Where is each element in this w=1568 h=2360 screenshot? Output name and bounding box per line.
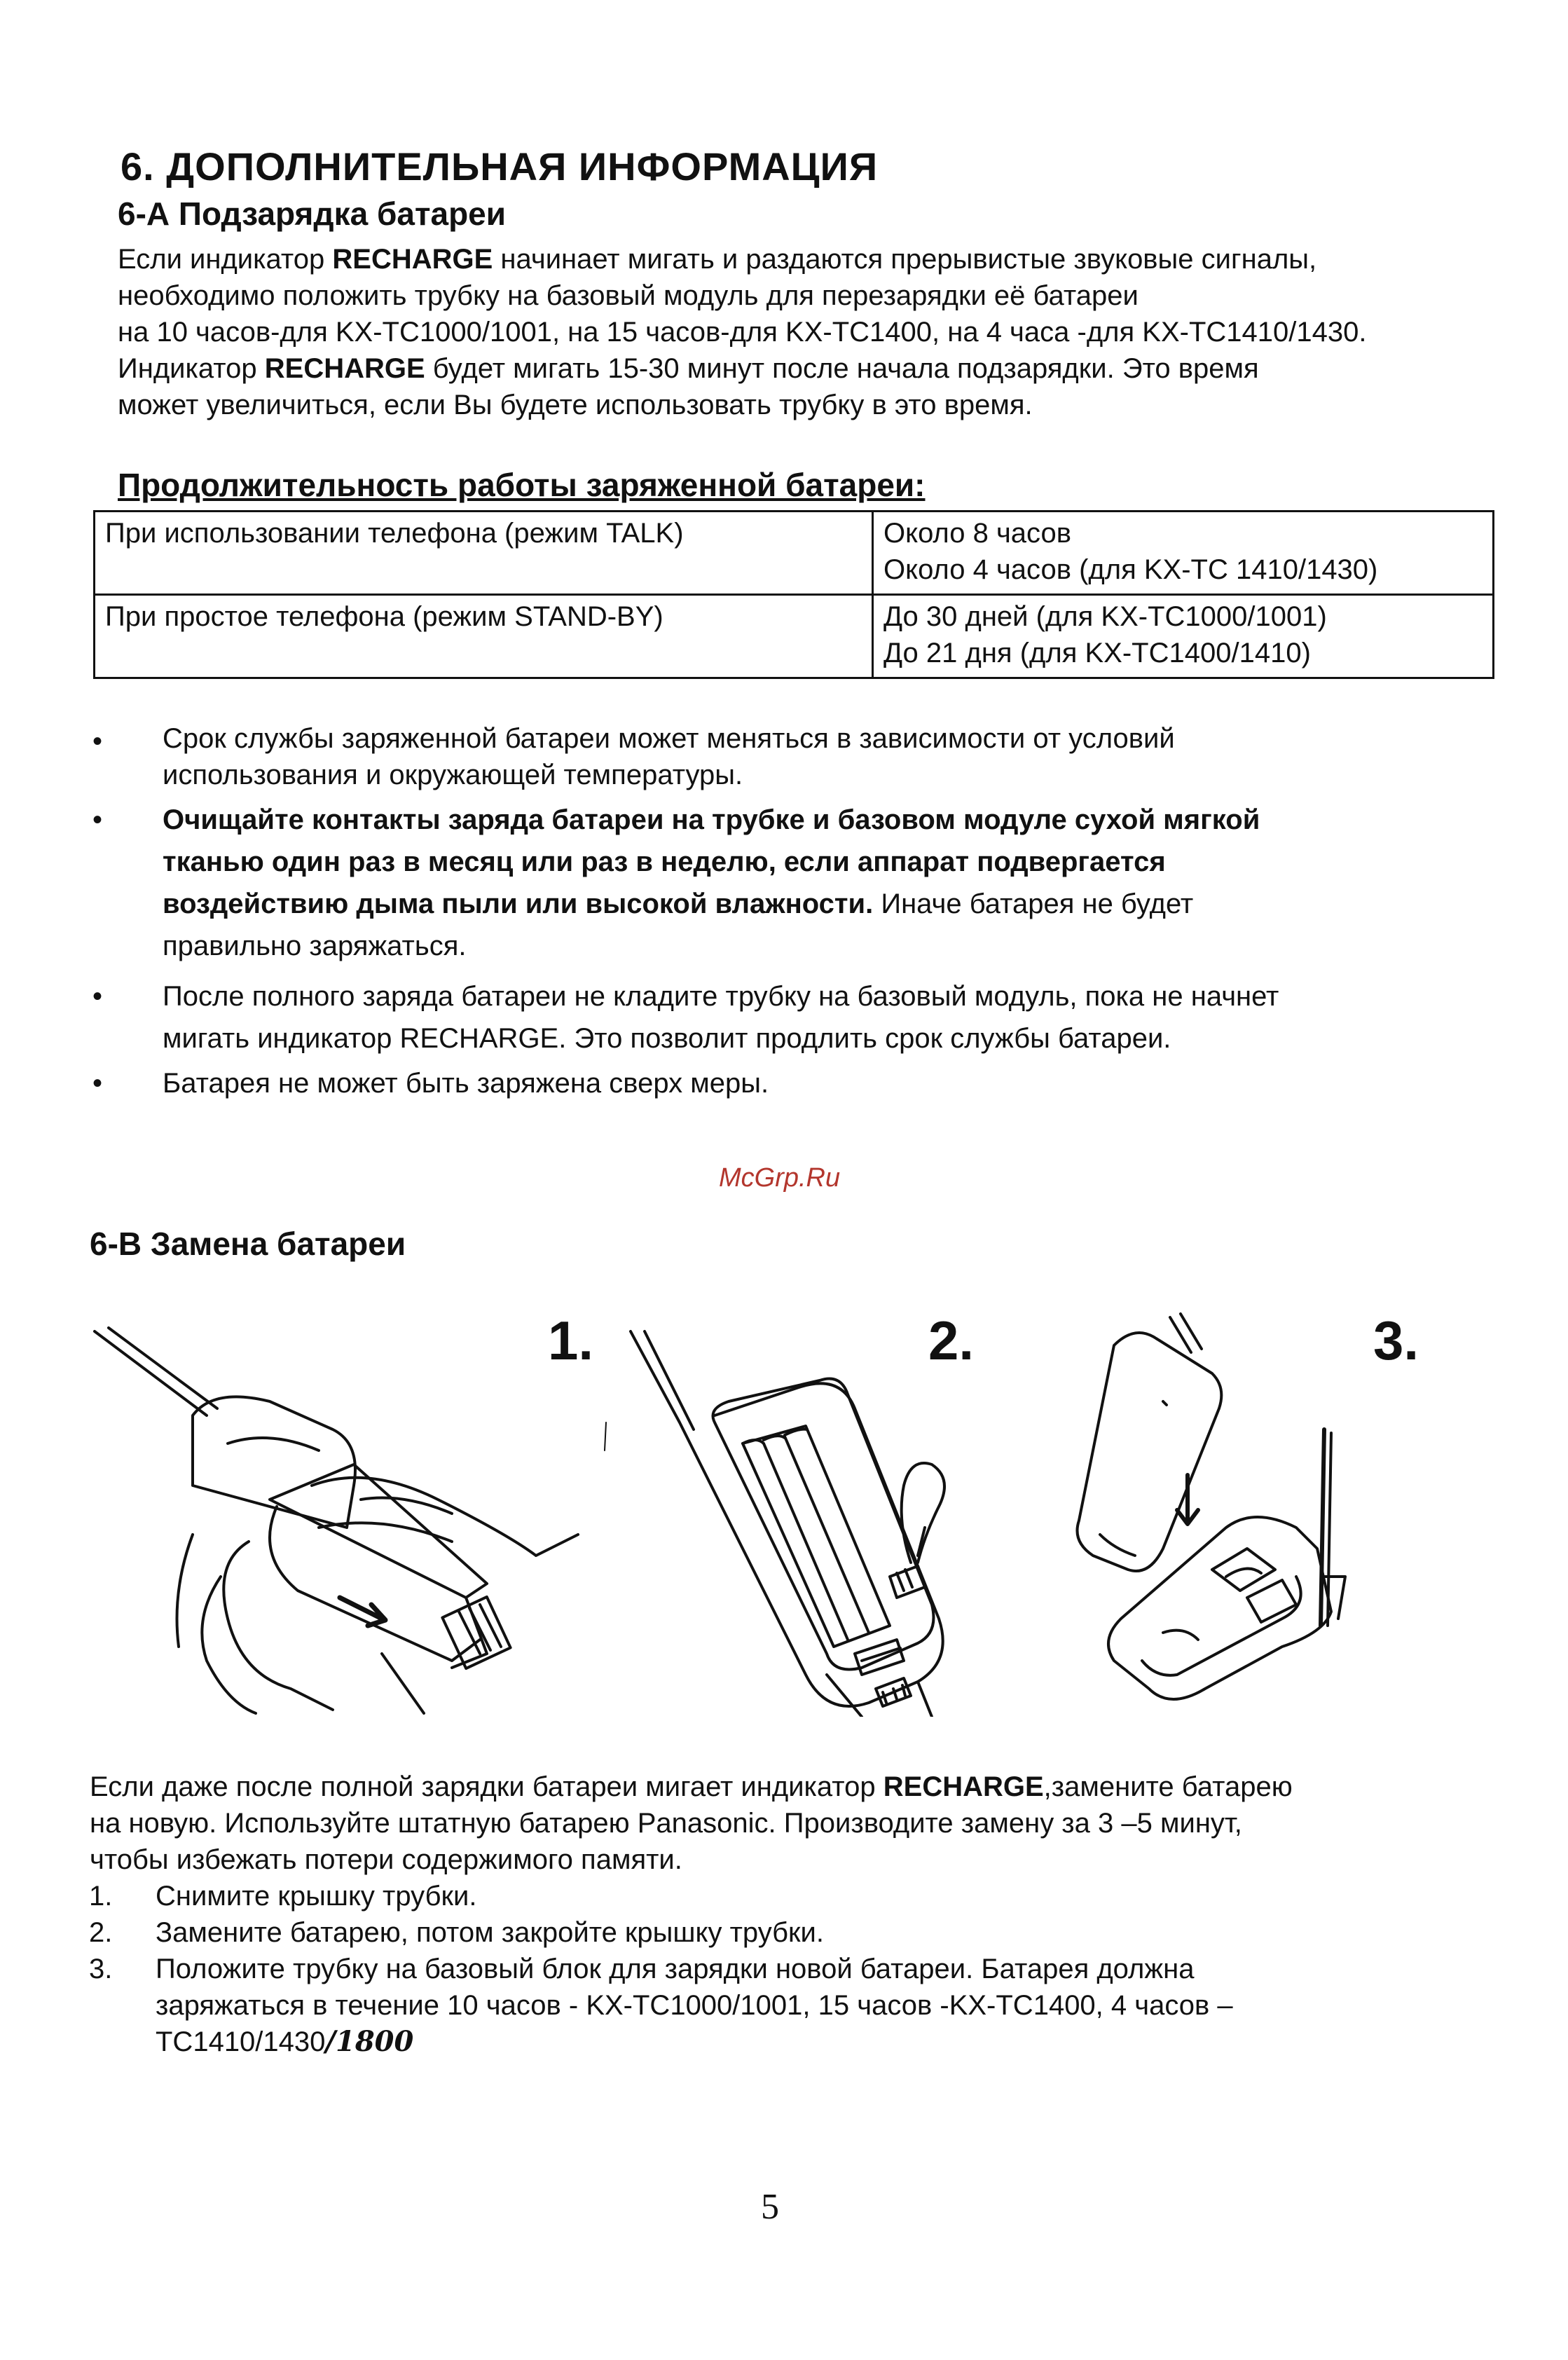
list-item: 2. Замените батарею, потом закройте крышку трубки.: [156, 1914, 824, 1951]
bullet-item: • Батарея не может быть заряжена сверх меры.: [163, 1062, 769, 1104]
step-label-2: 2.: [928, 1310, 975, 1371]
section-b-title: 6-В Замена батареи: [90, 1226, 406, 1262]
page-number: 5: [761, 2187, 779, 2227]
list-item: 1. Снимите крышку трубки.: [156, 1878, 476, 1914]
list-number: 2.: [89, 1917, 113, 1948]
list-number: 1.: [89, 1881, 113, 1912]
bullet-item: • После полного заряда батареи не кладите трубку на базовый модуль, пока не начнет мигать индикатор RECHARGE. Это позволит продлить срок службы батареи.: [163, 975, 1279, 1059]
bullet-marker: •: [92, 726, 103, 757]
section-a-title: 6-А Подзарядка батареи: [118, 195, 507, 232]
section-b-paragraph: Если даже после полной зарядки батареи мигает индикатор RECHARGE,замените батарею на новую. Используйте штатную батарею Panasonic. Производите замену за 3 –5 минут, чтобы избежать потери содержимого памяти.: [90, 1771, 1293, 1875]
section-a-paragraph: Если индикатор RECHARGE начинает мигать и раздаются прерывистые звуковые сигналы, необходимо положить трубку на базовый модуль для перезарядки её батареи на 10 часов-для KX-TC1000/1001, на 15 часов-для KX-TC1400, на 4 часа -для KX-TC1410/1430. Индикатор RECHARGE будет мигать 15-30 минут после начала подзарядки. Это время может увеличиться, если Вы будете использовать трубку в это время.: [118, 244, 1367, 420]
handwritten-note: /1800: [325, 2025, 414, 2058]
battery-table-title: Продолжительность работы заряженной батареи:: [118, 467, 926, 503]
table-cell-value: До 30 дней (для KX-TC1000/1001) До 21 дня (для KX-TC1400/1410): [873, 595, 1494, 678]
bullet-marker: •: [92, 1068, 103, 1099]
bullet-item: • Срок службы заряженной батареи может меняться в зависимости от условий использования и окружающей температуры.: [163, 720, 1175, 793]
page-heading: 6. ДОПОЛНИТЕЛЬНАЯ ИНФОРМАЦИЯ: [121, 144, 879, 188]
bullet-marker: •: [92, 981, 103, 1012]
battery-duration-table: [93, 510, 1494, 679]
step-label-3: 3.: [1373, 1310, 1419, 1371]
illustration-replace-battery: [624, 1324, 1016, 1717]
list-item: 3. Положите трубку на базовый блок для зарядки новой батареи. Батарея должна заряжаться в течение 10 часов - KX-TC1000/1001, 15 часов -KX-TC1400, 4 часов – TC1410/1430/1800: [156, 1951, 1233, 2060]
illustration-remove-cover: [88, 1324, 620, 1717]
illustration-place-on-base: [1072, 1296, 1366, 1717]
bullet-marker: •: [92, 804, 103, 835]
bullet-item: • Очищайте контакты заряда батареи на трубке и базовом модуле сухой мягкой тканью один раз в месяц или раз в неделю, если аппарат подвергается воздействию дыма пыли или высокой влажности. Иначе батарея не будет правильно заряжаться.: [163, 799, 1260, 967]
table-row: [95, 512, 1494, 595]
table-cell-value: Около 8 часов Около 4 часов (для KX-TC 1410/1430): [873, 512, 1494, 595]
table-cell-label: При использовании телефона (режим TALK): [95, 512, 873, 595]
table-cell-label: При простое телефона (режим STAND-BY): [95, 595, 873, 678]
step-label-1: 1.: [548, 1310, 594, 1371]
list-number: 3.: [89, 1954, 113, 1984]
watermark: McGrp.Ru: [719, 1163, 841, 1193]
table-row: [95, 595, 1494, 678]
